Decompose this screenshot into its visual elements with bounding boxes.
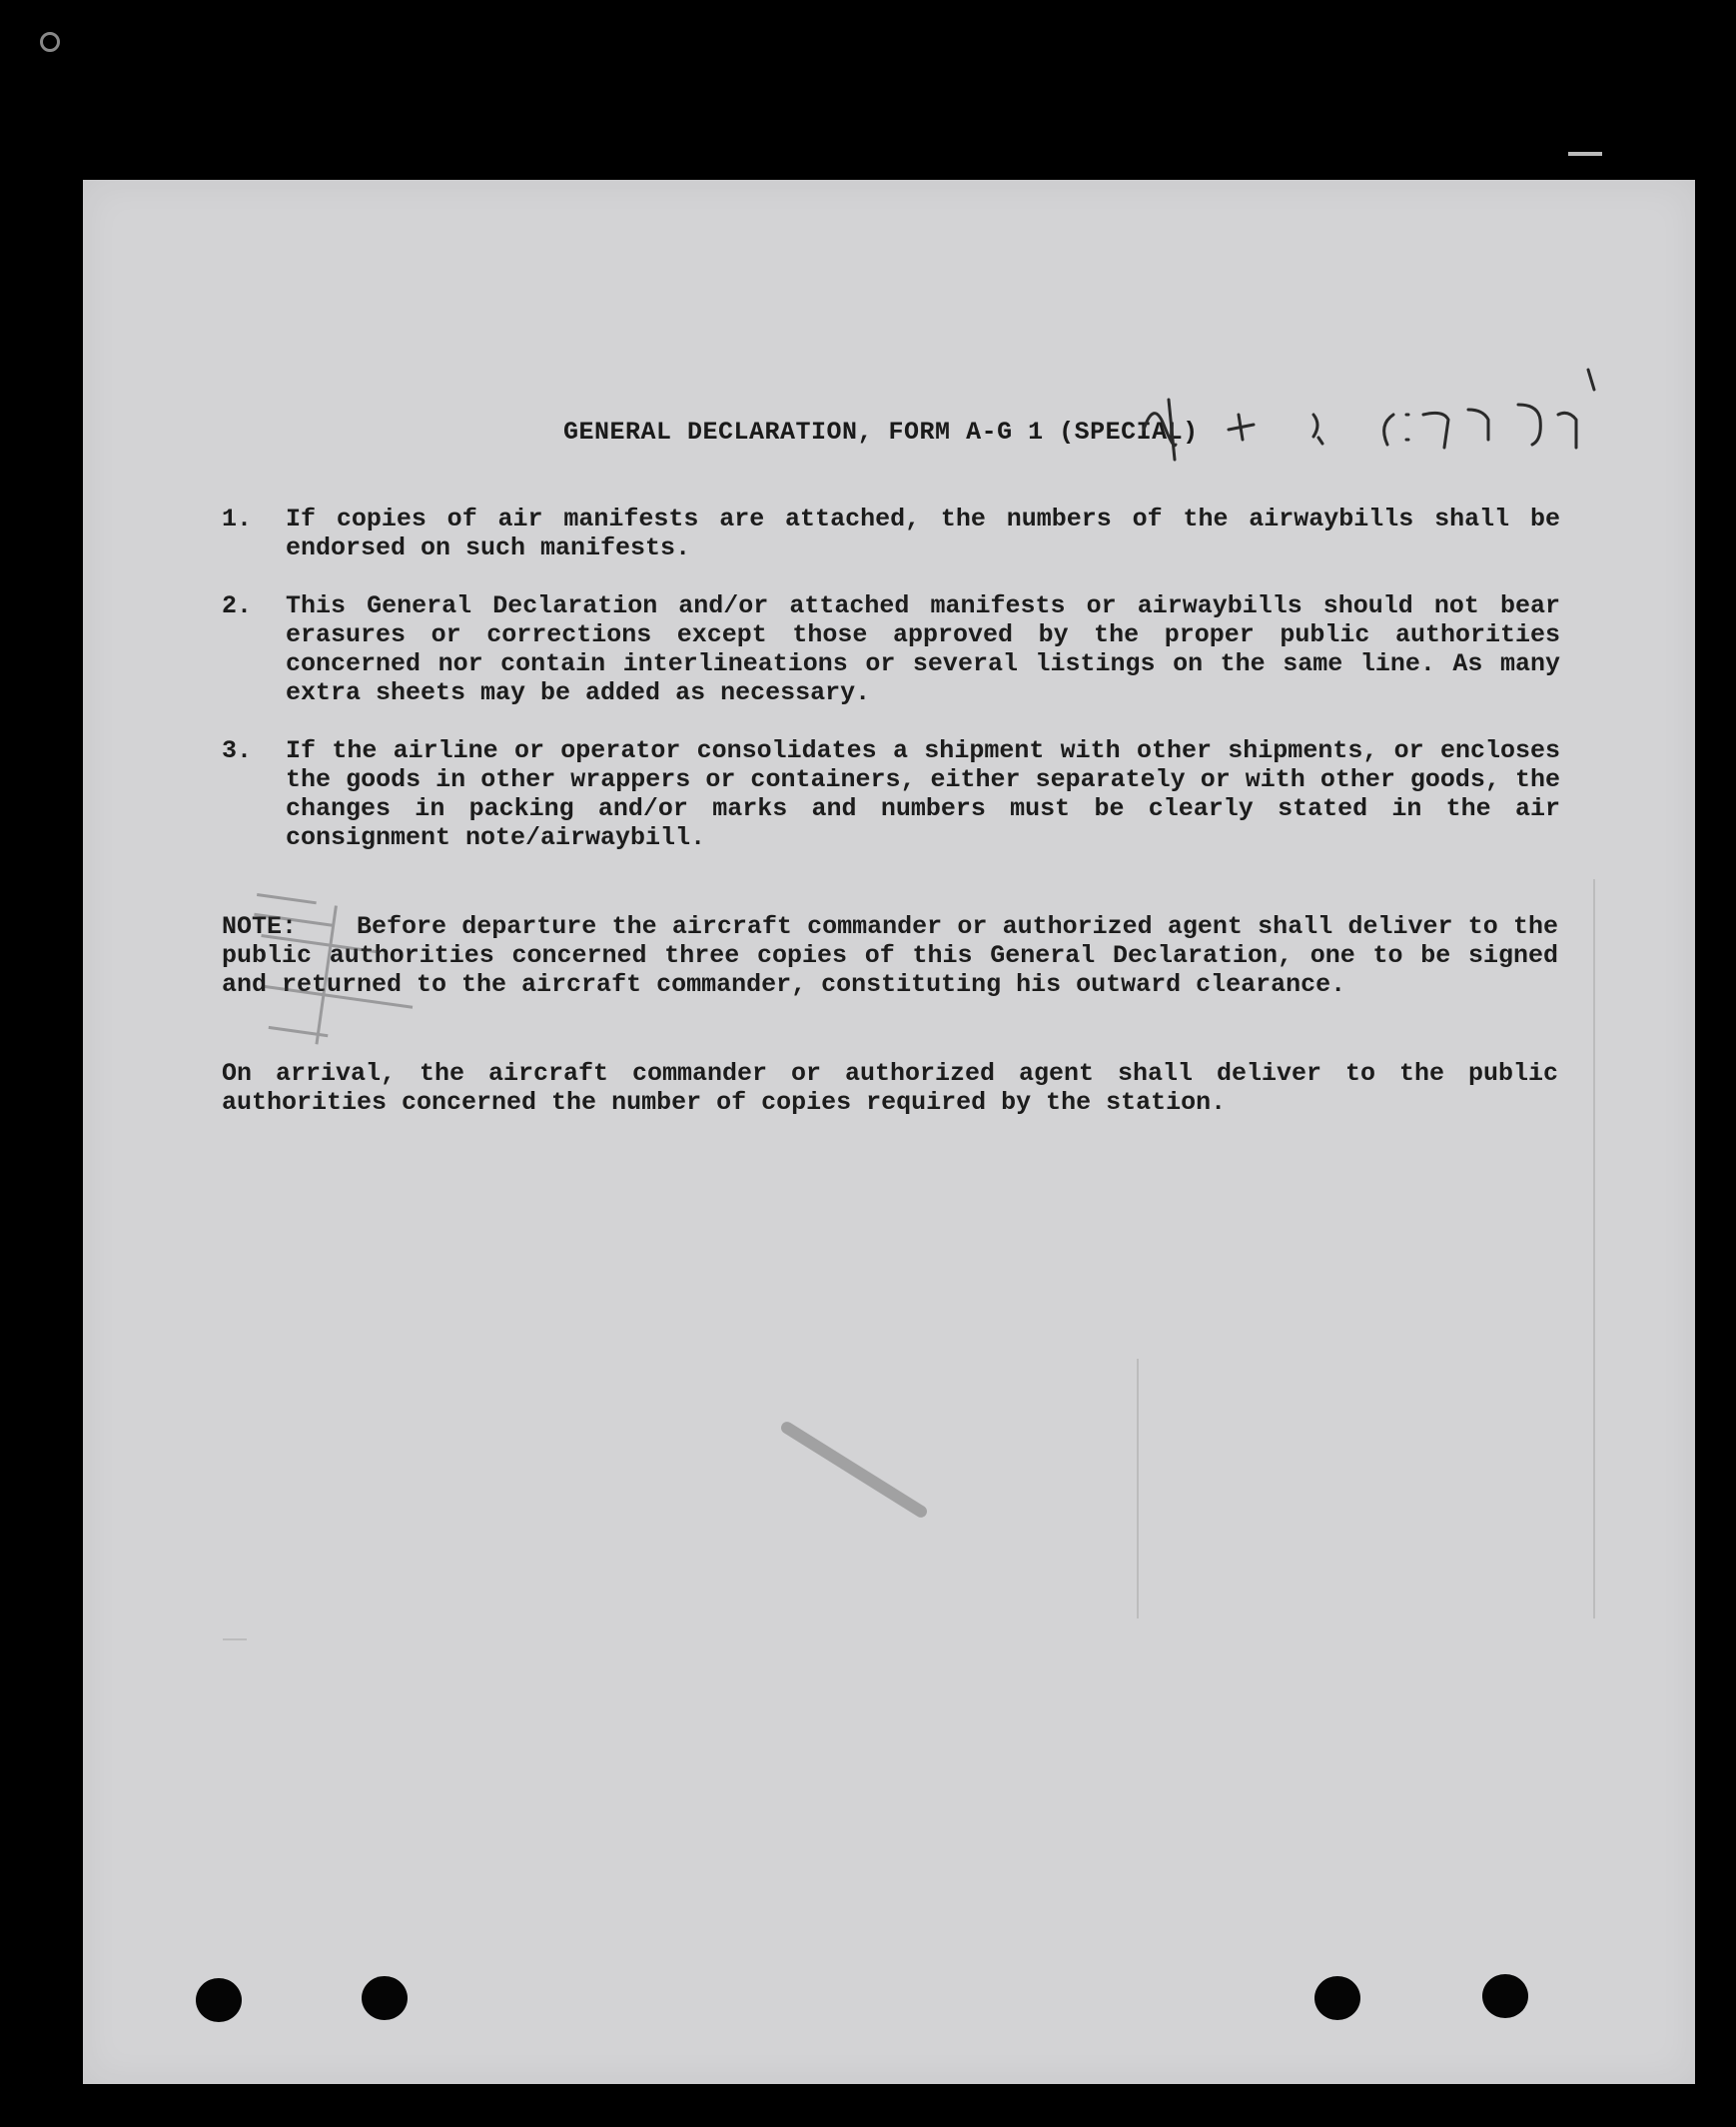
edge-tick-mark	[1568, 152, 1602, 156]
faded-stamp-icon	[212, 872, 496, 1106]
faint-fold-line	[1593, 879, 1595, 1618]
punch-hole	[1482, 1974, 1528, 2018]
instruction-item-2	[222, 591, 1560, 707]
document-title: GENERAL DECLARATION, FORM A-G 1 (SPECIAL)	[563, 418, 1199, 447]
corner-mark	[40, 32, 60, 52]
handwritten-annotation-icon	[1139, 360, 1608, 470]
item-number: 3.	[222, 736, 253, 765]
note-departure-text: Before departure the aircraft commander or authorized agent shall deliver to the public authorities concerned three copies of this General Declaration, one to be signed and returned to the aircraft commander, constituting his outward clearance.	[222, 912, 1558, 999]
instruction-item-1	[222, 505, 1560, 562]
instruction-item-3	[222, 736, 1560, 852]
item-text: If copies of air manifests are attached, the numbers of the airwaybills shall be endorsed on such manifests.	[286, 505, 1560, 562]
item-number: 2.	[222, 591, 253, 620]
note-label: NOTE:	[222, 912, 298, 941]
item-number: 1.	[222, 505, 253, 533]
faint-dash	[223, 1638, 247, 1640]
item-text: This General Declaration and/or attached manifests or airwaybills should not bear erasures or corrections except those approved by the proper public authorities concerned nor contain interlineations or several listings on the same line. As many extra sheets may be added as necessary.	[286, 591, 1560, 707]
punch-hole	[196, 1978, 242, 2022]
note-arrival-text: On arrival, the aircraft commander or authorized agent shall deliver to the public authorities concerned the number of copies required by the station.	[222, 1059, 1558, 1117]
punch-hole	[362, 1976, 408, 2020]
faint-fold-line	[1137, 1359, 1139, 1618]
item-text: If the airline or operator consolidates a shipment with other shipments, or encloses the goods in other wrappers or containers, either separately or with other goods, the changes in packing and/or marks and numbers must be clearly stated in the air consignment note/airwaybill.	[286, 736, 1560, 852]
punch-hole	[1314, 1976, 1360, 2020]
